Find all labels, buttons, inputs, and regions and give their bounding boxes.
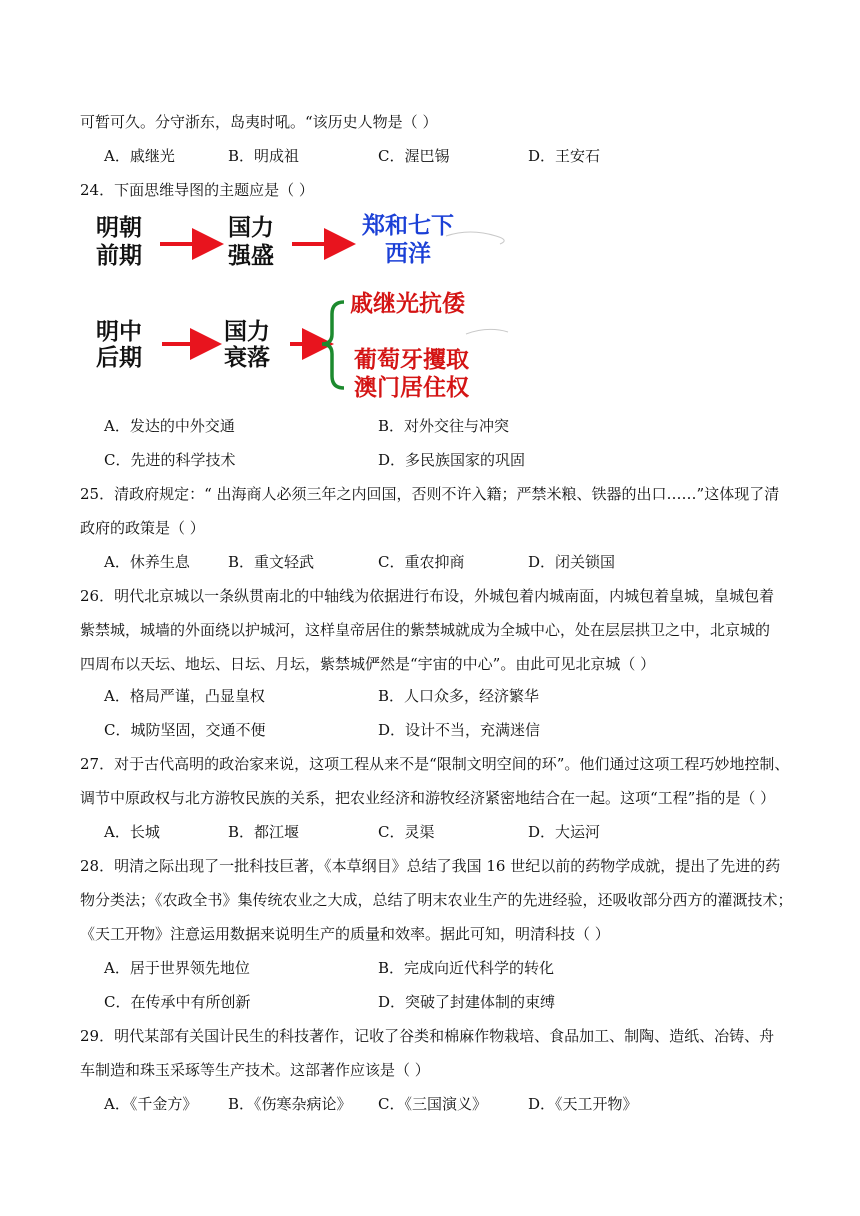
- mm-node-b1: 国力: [228, 215, 274, 241]
- mm-node-a1-line2: 前期: [96, 243, 142, 269]
- q23-option-d[interactable]: D．王安石: [528, 147, 601, 165]
- q24-option-c[interactable]: C．先进的科学技术: [104, 451, 236, 469]
- mm-node-c1: 郑和七下: [362, 213, 454, 239]
- mm-node-c1-line2: 西洋: [385, 241, 431, 267]
- mm-node-c3: 葡萄牙攫取: [354, 347, 469, 373]
- q27-option-a[interactable]: A．长城: [104, 823, 160, 841]
- q24-stem: 24．下面思维导图的主题应是（ ）: [80, 181, 314, 199]
- mm-node-a2-line2: 后期: [96, 345, 142, 371]
- q26-stem-line2: 紫禁城，城墙的外面绕以护城河，这样皇帝居住的紫禁城就成为全城中心，处在层层拱卫之中，北京城的: [80, 621, 771, 639]
- q27-stem-line2: 调节中原政权与北方游牧民族的关系，把农业经济和游牧经济紧密地结合在一起。这项“工程”指的是（ ）: [80, 789, 776, 807]
- q27-option-b[interactable]: B．都江堰: [228, 823, 300, 841]
- mm-node-c3-line2: 澳门居住权: [354, 375, 469, 401]
- q25-option-d[interactable]: D．闭关锁国: [528, 553, 616, 571]
- brace: [322, 302, 344, 388]
- q25-option-b[interactable]: B．重文轻武: [228, 553, 315, 571]
- q25-option-a[interactable]: A．休养生息: [104, 553, 190, 571]
- q26-option-c[interactable]: C．城防坚固，交通不便: [104, 721, 266, 739]
- q28-option-d[interactable]: D．突破了封建体制的束缚: [378, 993, 556, 1011]
- q29-stem-line2: 车制造和珠玉采琢等生产技术。这部著作应该是（ ）: [80, 1061, 430, 1079]
- q26-stem-line1: 26．明代北京城以一条纵贯南北的中轴线为依据进行布设，外城包着内城南面，内城包着皇城，皇城包着: [80, 587, 775, 605]
- q26-stem-line3: 四周布以天坛、地坛、日坛、月坛，紫禁城俨然是“宇宙的中心”。由此可见北京城（ ）: [80, 655, 656, 673]
- q28-stem-line2: 物分类法；《农政全书》集传统农业之大成，总结了明末农业生产的先进经验，还吸收部分西方的灌溉技术；: [80, 891, 793, 909]
- q23-option-b[interactable]: B．明成祖: [228, 147, 300, 165]
- q26-option-a[interactable]: A．格局严谨，凸显皇权: [104, 687, 265, 705]
- q23-option-c[interactable]: C．渥巴锡: [378, 147, 450, 165]
- mm-node-b2-line2: 衰落: [224, 345, 270, 371]
- q29-stem-line1: 29．明代某部有关国计民生的科技著作，记收了谷类和棉麻作物栽培、食品加工、制陶、造纸、冶铸、舟: [80, 1027, 775, 1045]
- q28-stem-line3: 《天工开物》注意运用数据来说明生产的质量和效率。据此可知，明清科技（ ）: [80, 925, 610, 943]
- q28-option-a[interactable]: A．居于世界领先地位: [104, 959, 250, 977]
- q23-stem-tail: 可暂可久。分守浙东，岛夷时吼。“该历史人物是（ ）: [80, 113, 438, 131]
- q29-option-b[interactable]: B．《伤寒杂病论》: [228, 1095, 352, 1113]
- mm-node-b1-line2: 强盛: [228, 243, 274, 269]
- q24-option-a[interactable]: A．发达的中外交通: [104, 417, 235, 435]
- q24-option-b[interactable]: B．对外交往与冲突: [378, 417, 510, 435]
- q28-option-b[interactable]: B．完成向近代科学的转化: [378, 959, 555, 977]
- q28-option-c[interactable]: C．在传承中有所创新: [104, 993, 251, 1011]
- mm-node-a1: 明朝: [96, 215, 142, 241]
- mm-node-b2: 国力: [224, 319, 270, 345]
- q25-option-c[interactable]: C．重农抑商: [378, 553, 465, 571]
- q27-option-d[interactable]: D．大运河: [528, 823, 601, 841]
- q26-option-b[interactable]: B．人口众多，经济繁华: [378, 687, 540, 705]
- q29-option-d[interactable]: D．《天工开物》: [528, 1095, 638, 1113]
- q29-option-a[interactable]: A．《千金方》: [104, 1095, 198, 1113]
- q25-stem-line2: 政府的政策是（ ）: [80, 519, 205, 537]
- q27-option-c[interactable]: C．灵渠: [378, 823, 435, 841]
- mm-node-c2: 戚继光抗倭: [350, 291, 465, 317]
- q28-stem-line1: 28．明清之际出现了一批科技巨著，《本草纲目》总结了我国 16 世纪以前的药物学成就，提出了先进的药: [80, 857, 781, 875]
- q23-option-a[interactable]: A．戚继光: [104, 147, 175, 165]
- q29-option-c[interactable]: C．《三国演义》: [378, 1095, 487, 1113]
- q25-stem-line1: 25．清政府规定：“ 出海商人必须三年之内回国，否则不许入籍；严禁米粮、铁器的出口……”这体现了清: [80, 485, 780, 503]
- mm-node-a2: 明中: [96, 319, 142, 345]
- q26-option-d[interactable]: D．设计不当，充满迷信: [378, 721, 541, 739]
- q27-stem-line1: 27．对于古代高明的政治家来说，这项工程从来不是“限制文明空间的环”。他们通过这项工程巧妙地控制、: [80, 755, 790, 773]
- q24-option-d[interactable]: D．多民族国家的巩固: [378, 451, 526, 469]
- mindmap-arrows: [0, 0, 860, 420]
